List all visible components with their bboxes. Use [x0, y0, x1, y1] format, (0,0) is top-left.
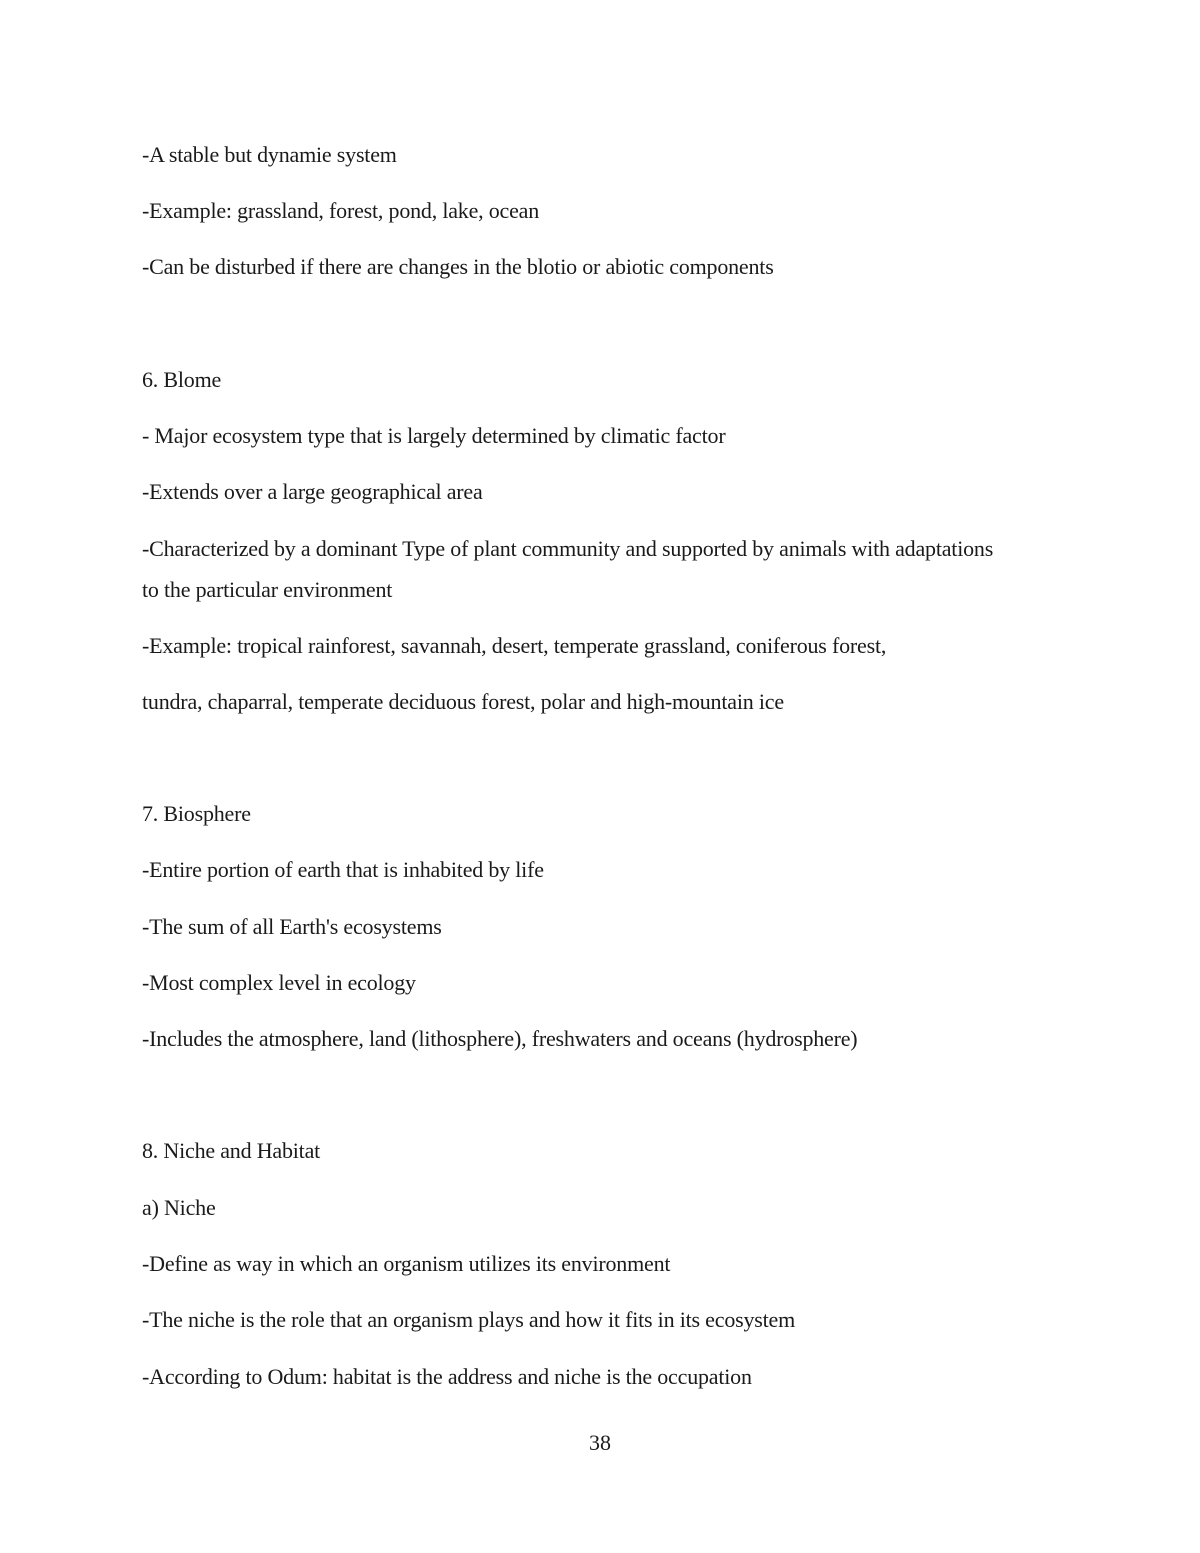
bullet-ecosystem-examples: -Example: grassland, forest, pond, lake, ocean — [142, 198, 540, 223]
bullet-biome-examples: -Example: tropical rainforest, savannah, desert, temperate grassland, coniferous forest, — [142, 633, 887, 658]
bullet-niche-role: -The niche is the role that an organism plays and how it fits in its ecosystem — [142, 1307, 796, 1332]
bullet-biome-characterized-cont: to the particular environment — [142, 577, 393, 602]
bullet-biome-examples-cont: tundra, chaparral, temperate deciduous forest, polar and high-mountain ice — [142, 689, 784, 714]
bullet-biosphere-sum: -The sum of all Earth's ecosystems — [142, 914, 442, 939]
bullet-biosphere-complexity: -Most complex level in ecology — [142, 970, 416, 995]
section-heading-biosphere: 7. Biosphere — [142, 801, 251, 826]
bullet-odum-quote: -According to Odum: habitat is the address and niche is the occupation — [142, 1364, 752, 1389]
bullet-biosphere-includes: -Includes the atmosphere, land (lithosphere), freshwaters and oceans (hydrosphere) — [142, 1026, 858, 1051]
bullet-biome-extent: -Extends over a large geographical area — [142, 479, 483, 504]
section-heading-niche-habitat: 8. Niche and Habitat — [142, 1138, 321, 1163]
bullet-biome-characterized: -Characterized by a dominant Type of plant community and supported by animals with adaptations — [142, 536, 994, 561]
subheading-niche: a) Niche — [142, 1195, 216, 1220]
page-number: 38 — [589, 1430, 611, 1455]
bullet-biome-definition: - Major ecosystem type that is largely determined by climatic factor — [142, 423, 726, 448]
bullet-niche-definition: -Define as way in which an organism utilizes its environment — [142, 1251, 671, 1276]
bullet-stable-system: -A stable but dynamie system — [142, 142, 397, 167]
section-heading-biome: 6. Blome — [142, 367, 222, 392]
bullet-biosphere-definition: -Entire portion of earth that is inhabited by life — [142, 857, 544, 882]
bullet-disturbance: -Can be disturbed if there are changes in the blotio or abiotic components — [142, 254, 774, 279]
